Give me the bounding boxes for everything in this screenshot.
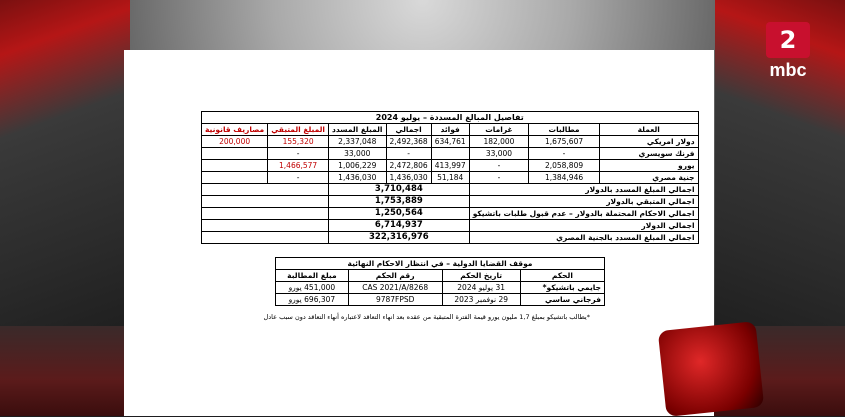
payments-table-title: تفاصيل المبالغ المسددة – يوليو 2024 xyxy=(201,111,699,123)
cell: 33,000 xyxy=(329,148,387,160)
cell-currency: دولار امريكي xyxy=(599,136,698,148)
cell: 29 نوفمبر 2023 xyxy=(442,294,520,306)
col-header: المبلغ المتبقي xyxy=(268,124,329,136)
table-row xyxy=(202,136,699,148)
cell: 1,466,577 xyxy=(268,160,329,172)
table-header-row xyxy=(202,124,699,136)
cell: 1,006,229 xyxy=(329,160,387,172)
cell-currency: جنية مصري xyxy=(599,172,698,184)
summary-row xyxy=(202,220,699,232)
summary-label: اجمالي الاحكام المحتملة بالدولار – عدم قبول طلبات باتشيكو xyxy=(469,208,698,220)
cell: 9787FPSD xyxy=(348,294,442,306)
col-header: رقم الحكم xyxy=(348,270,442,282)
table-row xyxy=(202,160,699,172)
summary-value: 3,710,484 xyxy=(329,184,470,196)
cell: 2,058,809 xyxy=(529,160,600,172)
table-row xyxy=(202,172,699,184)
col-header: العملة xyxy=(599,124,698,136)
cell xyxy=(202,148,268,160)
cell: 2,472,806 xyxy=(386,160,431,172)
cell xyxy=(202,172,268,184)
summary-label: اجمالي المتبقي بالدولار xyxy=(469,196,698,208)
col-header: غرامات xyxy=(469,124,529,136)
col-header: المبلغ المسدد xyxy=(329,124,387,136)
cell: - xyxy=(386,148,431,160)
summary-label: اجمالي الدولار xyxy=(469,220,698,232)
cell: 634,761 xyxy=(431,136,469,148)
cell: 696,307 يورو xyxy=(276,294,349,306)
cell-case: جايمي باتشيكو* xyxy=(520,282,604,294)
cell: - xyxy=(268,172,329,184)
summary-row xyxy=(202,232,699,244)
cell: CAS 2021/A/8268 xyxy=(348,282,442,294)
cell: 451,000 يورو xyxy=(276,282,349,294)
col-header: فوائد xyxy=(431,124,469,136)
col-header: تاريخ الحكم xyxy=(442,270,520,282)
cell: 1,436,030 xyxy=(386,172,431,184)
logo-glyph: 2 xyxy=(766,22,810,58)
summary-row xyxy=(202,184,699,196)
summary-row xyxy=(202,208,699,220)
cell-case: فرجاني ساسي xyxy=(520,294,604,306)
cell: 1,436,030 xyxy=(329,172,387,184)
footnote: *يطالب باتشيكو بمبلغ 1,7 مليون يورو قيمة الفترة المتبقية من عقده بعد انهاء التعاقد لاعتباره أنهاء التعاقد دون سبب عادل xyxy=(263,313,590,321)
summary-empty xyxy=(202,220,329,232)
logo-text: mbc xyxy=(769,60,807,80)
cell xyxy=(202,160,268,172)
cell: - xyxy=(529,148,600,160)
payments-table xyxy=(201,111,699,244)
summary-value: 1,753,889 xyxy=(329,196,470,208)
summary-label: اجمالي المبلغ المسدد بالجنية المصري xyxy=(469,232,698,244)
cell: 31 يوليو 2024 xyxy=(442,282,520,294)
cases-table-title: موقف القضايا الدولية – في انتظار الاحكام النهائية xyxy=(275,257,605,269)
cell: 182,000 xyxy=(469,136,529,148)
col-header: مطالبات xyxy=(529,124,600,136)
cases-table xyxy=(275,257,605,306)
table-row xyxy=(276,282,605,294)
summary-empty xyxy=(202,196,329,208)
cell: - xyxy=(268,148,329,160)
cell: - xyxy=(469,160,529,172)
summary-value: 1,250,564 xyxy=(329,208,470,220)
cell: 155,320 xyxy=(268,136,329,148)
cell: 51,184 xyxy=(431,172,469,184)
col-header: مبلغ المطالبة xyxy=(276,270,349,282)
col-header: مصاريف قانونية xyxy=(202,124,268,136)
cell: 1,675,607 xyxy=(529,136,600,148)
summary-empty xyxy=(202,232,329,244)
summary-value: 6,714,937 xyxy=(329,220,470,232)
table-row xyxy=(276,294,605,306)
cell-currency: فرنك سويسري xyxy=(599,148,698,160)
summary-label: اجمالي المبلغ المسدد بالدولار xyxy=(469,184,698,196)
show-logo-icon xyxy=(658,321,764,417)
mbc-logo xyxy=(762,22,814,92)
cell: 413,997 xyxy=(431,160,469,172)
cell: 2,337,048 xyxy=(329,136,387,148)
cell: 33,000 xyxy=(469,148,529,160)
cell: 200,000 xyxy=(202,136,268,148)
col-header: اجمالي xyxy=(386,124,431,136)
cell: 1,384,946 xyxy=(529,172,600,184)
table-header-row xyxy=(276,270,605,282)
summary-row xyxy=(202,196,699,208)
cell-currency: يورو xyxy=(599,160,698,172)
cell: 2,492,368 xyxy=(386,136,431,148)
summary-value: 322,316,976 xyxy=(329,232,470,244)
summary-empty xyxy=(202,184,329,196)
cell: - xyxy=(469,172,529,184)
col-header: الحكم xyxy=(520,270,604,282)
summary-empty xyxy=(202,208,329,220)
table-row xyxy=(202,148,699,160)
cell xyxy=(431,148,469,160)
